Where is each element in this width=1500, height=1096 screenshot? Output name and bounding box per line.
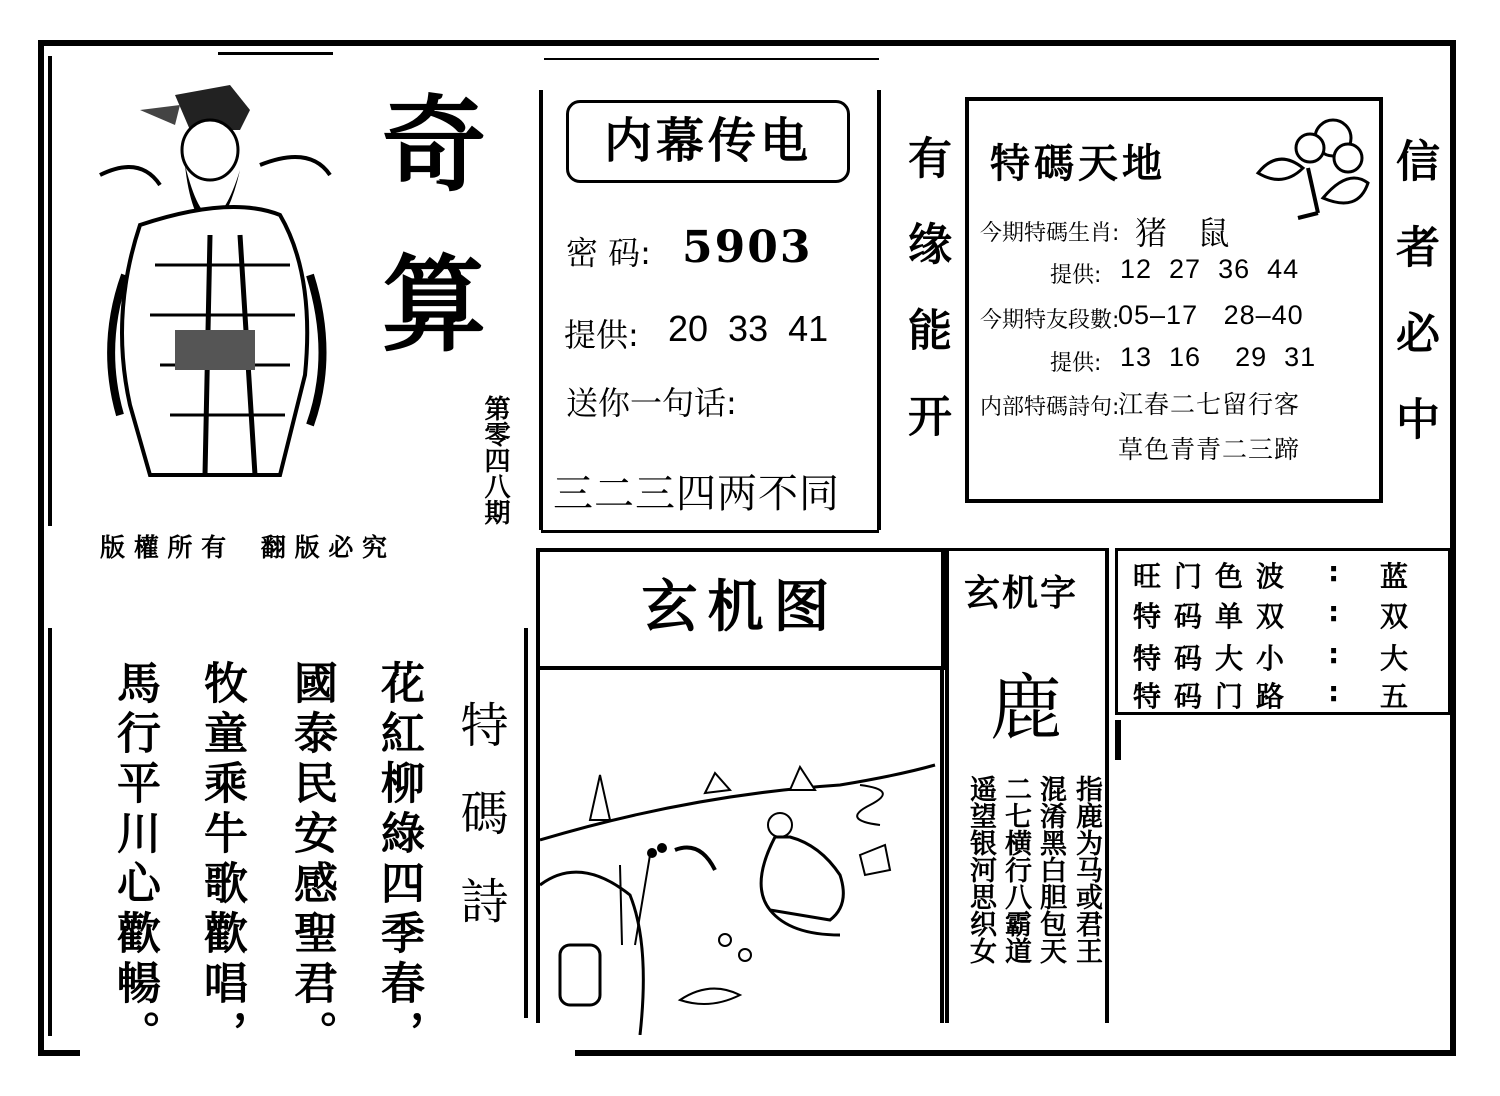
divider	[544, 58, 879, 60]
provide-label: 提供:	[564, 316, 639, 354]
divider	[48, 628, 52, 1036]
flower-illustration	[1248, 108, 1373, 223]
saying-label: 送你一句话:	[566, 384, 737, 422]
copyright-notice: 版 權 所 有 翻 版 必 究	[100, 533, 388, 562]
divider	[1115, 720, 1121, 760]
saying-value: 三二三四两不同	[553, 471, 840, 517]
title-char-2: 算	[382, 244, 487, 366]
divider	[218, 52, 333, 55]
attr-row	[1133, 595, 1409, 635]
neimu-heading: 内幕传电	[603, 113, 812, 169]
riddle-column: 遥望银河思织女	[965, 775, 996, 964]
segment-label: 今期特友段數:	[980, 308, 1120, 333]
attr-label: 旺门色波	[1133, 560, 1298, 593]
provide-value: 20 33 41	[668, 308, 829, 349]
divider	[940, 668, 944, 1023]
divider	[539, 90, 543, 530]
segment-value: 05–17 28–40	[1118, 300, 1304, 330]
attr-label: 特码大小	[1133, 642, 1298, 675]
right-slogan: 信者必中	[1388, 138, 1439, 482]
xuanji-zi-heading: 玄机字	[964, 573, 1079, 614]
poem-column: 國泰民安感聖君。	[286, 660, 337, 1060]
zodiac-label: 今期特碼生肖:	[980, 221, 1120, 246]
attr-sep: :	[1328, 675, 1353, 708]
poem-line-1: 江春二七留行客	[1118, 390, 1301, 419]
divider	[1105, 548, 1109, 1023]
poem-label: 内部特碼詩句:	[980, 395, 1120, 420]
riddle-column: 混淆黑白胆包天	[1035, 775, 1066, 964]
attr-sep: :	[1328, 555, 1353, 588]
attr-row	[1133, 637, 1409, 677]
attr-row	[1133, 675, 1409, 715]
provide1-label: 提供:	[1050, 263, 1102, 288]
attr-label: 特码门路	[1133, 680, 1298, 713]
attr-value: 五	[1380, 680, 1409, 713]
deity-illustration	[80, 75, 350, 500]
attr-row	[1133, 555, 1409, 595]
attr-value: 双	[1380, 600, 1409, 633]
provide2-value: 13 16 29 31	[1120, 342, 1317, 372]
divider	[524, 628, 528, 1018]
divider	[541, 530, 879, 533]
divider	[945, 548, 1108, 551]
divider	[877, 90, 881, 530]
attr-label: 特码单双	[1133, 600, 1298, 633]
temacan-heading: 特碼天地	[990, 141, 1166, 187]
riddle-column: 二七横行八霸道	[1000, 775, 1031, 964]
poem-column: 花紅柳綠四季春，	[373, 660, 424, 1060]
riddle-column: 指鹿为马或君王	[1071, 775, 1102, 964]
attr-sep: :	[1328, 595, 1353, 628]
provide1-value: 12 27 36 44	[1120, 254, 1300, 284]
divider	[48, 56, 52, 526]
neimu-heading-box	[566, 100, 850, 183]
mystery-illustration	[540, 745, 940, 1035]
left-slogan: 有缘能开	[900, 135, 951, 479]
xuanji-tu-heading: 玄机图	[641, 575, 840, 640]
issue-number: 第零四八期	[480, 395, 510, 525]
zodiac-value: 猪 鼠	[1135, 214, 1230, 252]
attr-value: 大	[1380, 642, 1409, 675]
password-value: 5903	[682, 222, 813, 273]
poem-column: 牧童乘牛歌歡唱，	[196, 660, 247, 1060]
poem-line-2: 草色青青二三蹄	[1118, 435, 1301, 464]
provide2-label: 提供:	[1050, 351, 1102, 376]
poem-column: 馬行平川心歡暢。	[109, 660, 160, 1060]
xuanji-tu-heading-box	[536, 548, 945, 670]
attr-value: 蓝	[1380, 560, 1409, 593]
title-char-1: 奇	[382, 84, 487, 206]
poem-title: 特碼詩	[452, 700, 508, 964]
attr-sep: :	[1328, 637, 1353, 670]
password-label: 密 码:	[566, 234, 651, 272]
divider	[945, 548, 949, 1023]
xuanji-zi-char: 鹿	[990, 666, 1063, 750]
